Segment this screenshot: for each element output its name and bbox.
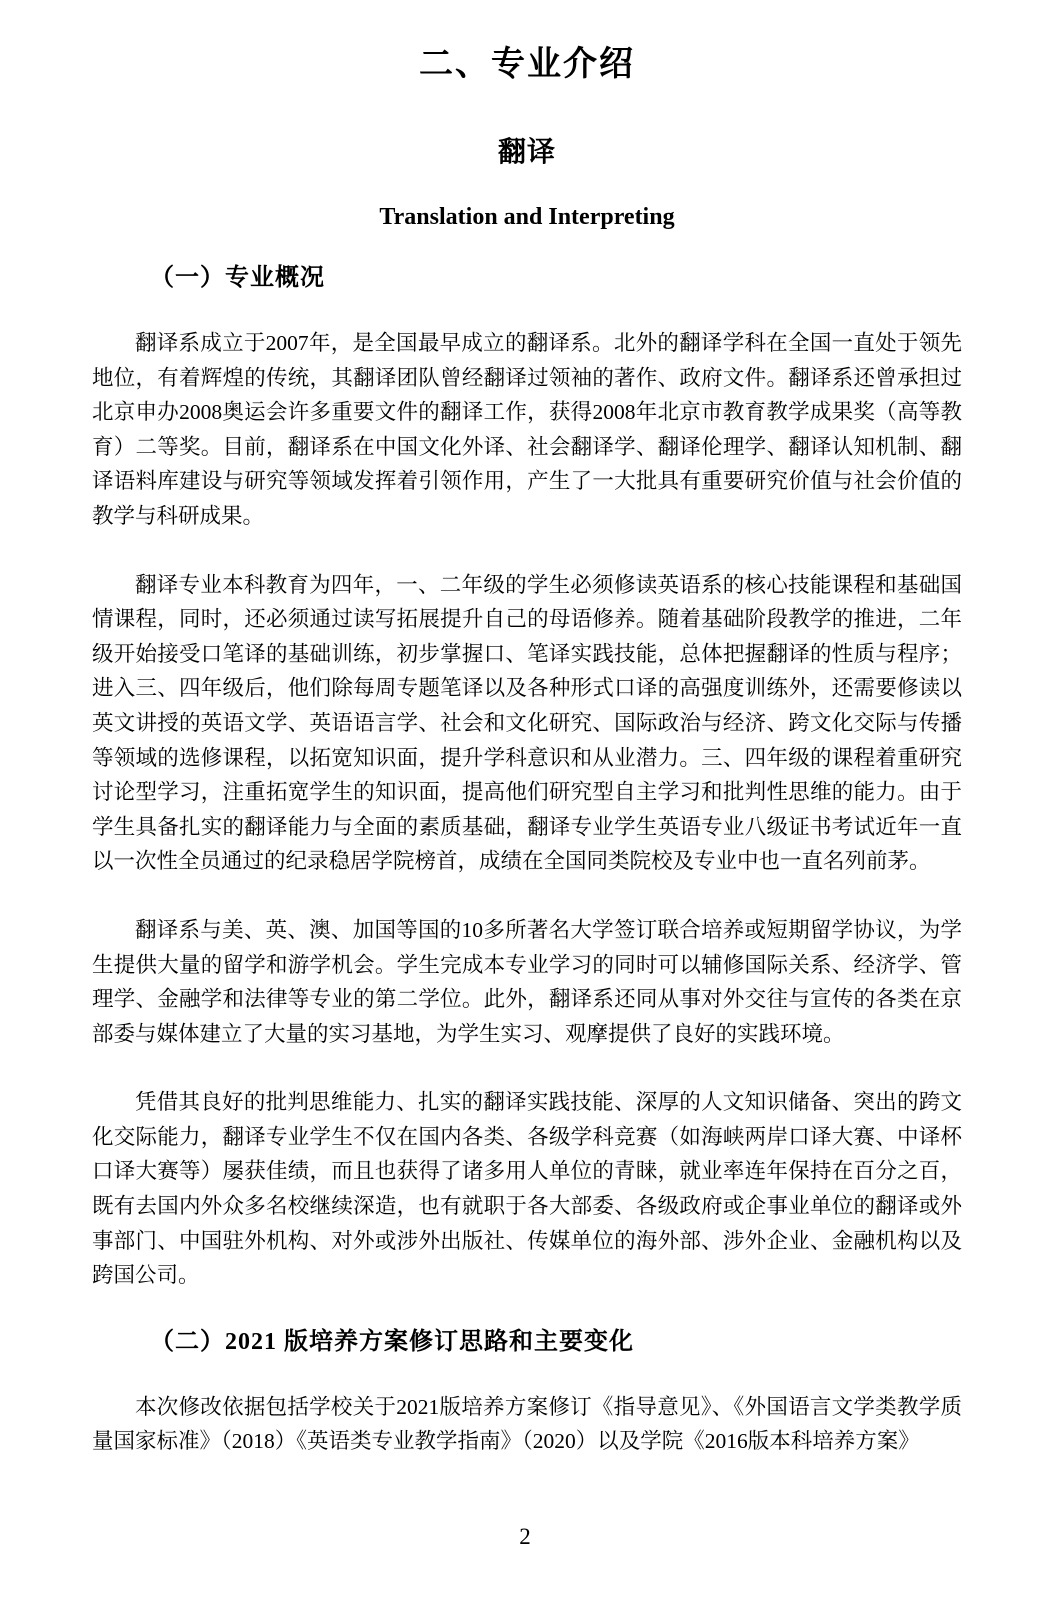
section-1-heading: （一）专业概况: [150, 265, 325, 291]
page-number: 2: [519, 1524, 531, 1549]
major-title-zh: 翻译: [497, 137, 556, 168]
section-1-paragraph-4: 凭借其良好的批判思维能力、扎实的翻译实践技能、深厚的人文知识储备、突出的跨文化交际能力，翻译专业学生不仅在国内各类、各级学科竞赛（如海峡两岸口译大赛、中译杯口译大赛等）屡获佳绩，而且也获得了诸多用人单位的青睐，就业率连年保持在百分之百，既有去国内外众多名校继续深造，也有就职于各大部委、各级政府或企事业单位的翻译或外事部门、中国驻外机构、对外或涉外出版社、传媒单位的海外部、涉外企业、金融机构以及跨国公司。: [92, 1090, 962, 1288]
section-1-paragraph-2: 翻译专业本科教育为四年，一、二年级的学生必须修读英语系的核心技能课程和基础国情课程，同时，还必须通过读写拓展提升自己的母语修养。随着基础阶段教学的推进，二年级开始接受口笔译的基础训练，初步掌握口、笔译实践技能，总体把握翻译的性质与程序；进入三、四年级后，他们除每周专题笔译以及各种形式口译的高强度训练外，还需要修读以英文讲授的英语文学、英语语言学、社会和文化研究、国际政治与经济、跨文化交际与传播等领域的选修课程，以拓宽知识面，提升学科意识和从业潜力。三、四年级的课程着重研究讨论型学习，注重拓宽学生的知识面，提高他们研究型自主学习和批判性思维的能力。由于学生具备扎实的翻译能力与全面的素质基础，翻译专业学生英语专业八级证书考试近年一直以一次性全员通过的纪录稳居学院榜首，成绩在全国同类院校及专业中也一直名列前茅。: [92, 572, 962, 874]
section-1-paragraph-1: 翻译系成立于2007年，是全国最早成立的翻译系。北外的翻译学科在全国一直处于领先地位，有着辉煌的传统，其翻译团队曾经翻译过领袖的著作、政府文件。翻译系还曾承担过北京申办2008奥运会许多重要文件的翻译工作，获得2008年北京市教育教学成果奖（高等教育）二等奖。目前，翻译系在中国文化外译、社会翻译学、翻译伦理学、翻译认知机制、翻译语料库建设与研究等领域发挥着引领作用，产生了一大批具有重要研究价值与社会价值的教学与科研成果。: [92, 331, 962, 528]
page-title: 二、专业介绍: [419, 46, 635, 83]
major-title-en: Translation and Interpreting: [379, 204, 675, 230]
section-2-heading: （二）2021 版培养方案修订思路和主要变化: [150, 1328, 634, 1355]
section-2-paragraph-1: 本次修改依据包括学校关于2021版培养方案修订《指导意见》、《外国语言文学类教学质量国家标准》（2018）《英语类专业教学指南》（2020）以及学院《2016版本科培养方案》: [92, 1394, 962, 1454]
section-1-paragraph-3: 翻译系与美、英、澳、加国等国的10多所著名大学签订联合培养或短期留学协议，为学生提供大量的留学和游学机会。学生完成本专业学习的同时可以辅修国际关系、经济学、管理学、金融学和法律等专业的第二学位。此外，翻译系还同从事对外交往与宣传的各类在京部委与媒体建立了大量的实习基地，为学生实习、观摩提供了良好的实践环境。: [92, 917, 962, 1046]
